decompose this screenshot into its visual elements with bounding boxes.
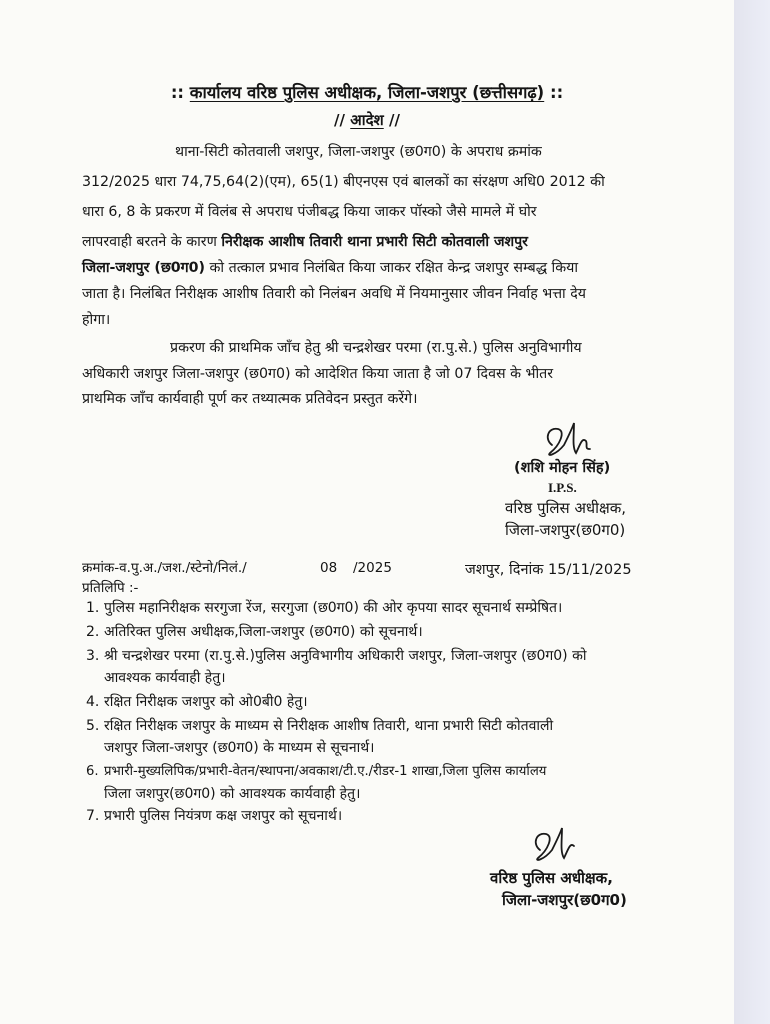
list-item: 4. रक्षित निरीक्षक जशपुर को ओ0बी0 हेतु। bbox=[86, 694, 308, 710]
office-title bbox=[0, 80, 734, 103]
signature-mark-2 bbox=[528, 822, 592, 870]
para2-line-3: प्राथमिक जाँच कार्यवाही पूर्ण कर तथ्यात्मक प्रतिवेदन प्रस्तुत करेंगे। bbox=[82, 391, 418, 407]
reference-number: क्रमांक-व.पु.अ./जश./स्टेनो/निलं./ bbox=[82, 560, 247, 576]
suspended-officer-bold: निरीक्षक आशीष तिवारी थाना प्रभारी सिटी कोतवाली जशपुर bbox=[221, 234, 528, 250]
list-item-continuation: जिला जशपुर(छ0ग0) को आवश्यक कार्यवाही हेतु। bbox=[104, 786, 361, 802]
office-designation: वरिष्ठ पुलिस अधीक्षक, bbox=[490, 869, 613, 887]
list-item: 1. पुलिस महानिरीक्षक सरगुजा रेंज, सरगुजा (छ0ग0) की ओर कृपया सादर सूचनार्थ सम्प्रेषित। bbox=[86, 600, 563, 616]
para1-line-4: लापरवाही बरतने के कारण निरीक्षक आशीष तिवारी थाना प्रभारी सिटी कोतवाली जशपुर bbox=[82, 234, 528, 250]
copy-label: प्रतिलिपि :- bbox=[82, 580, 139, 596]
signatory-district: जिला-जशपुर(छ0ग0) bbox=[505, 521, 626, 539]
para1-line-1: थाना-सिटी कोतवाली जशपुर, जिला-जशपुर (छ0ग0) के अपराध क्रमांक bbox=[175, 144, 542, 160]
para1-line-7: होगा। bbox=[82, 312, 111, 328]
para1-line-6: जाता है। निलंबित निरीक्षक आशीष तिवारी को निलंबन अवधि में नियमानुसार जीवन निर्वाह भत्ता देय bbox=[82, 286, 586, 302]
signatory-name: (शशि मोहन सिंह) bbox=[514, 460, 611, 476]
para1-line-3: धारा 6, 8 के प्रकरण में विलंब से अपराध पंजीबद्ध किया जाकर पॉस्को जैसे मामले में घोर bbox=[82, 204, 537, 220]
order-prefix: // bbox=[334, 111, 346, 129]
reference-year: /2025 bbox=[353, 560, 392, 576]
list-item: 2. अतिरिक्त पुलिस अधीक्षक,जिला-जशपुर (छ0ग0) को सूचनार्थ। bbox=[86, 624, 423, 640]
signatory-designation: वरिष्ठ पुलिस अधीक्षक, bbox=[505, 499, 627, 517]
office-title-text: कार्यालय वरिष्ठ पुलिस अधीक्षक, जिला-जशपुर (छत्तीसगढ़) bbox=[189, 83, 545, 102]
list-item: 7. प्रभारी पुलिस नियंत्रण कक्ष जशपुर को सूचनार्थ। bbox=[86, 808, 343, 824]
signatory-service: I.P.S. bbox=[548, 480, 577, 495]
background-strip bbox=[734, 0, 770, 1024]
title-suffix: :: bbox=[549, 83, 564, 102]
reference-number-value: 08 bbox=[320, 560, 338, 576]
list-item: 6. प्रभारी-मुख्यलिपिक/प्रभारी-वेतन/स्थापना/अवकाश/टी.ए./रीडर-1 शाखा,जिला पुलिस कार्यालय bbox=[86, 764, 547, 779]
para2-line-1: प्रकरण की प्राथमिक जाँच हेतु श्री चन्द्रशेखर परमा (रा.पु.से.) पुलिस अनुविभागीय bbox=[170, 340, 582, 356]
order-suffix: // bbox=[388, 111, 400, 129]
district-bold: जिला-जशपुर (छ0ग0) bbox=[82, 260, 206, 276]
para1-line-5: जिला-जशपुर (छ0ग0) को तत्काल प्रभाव निलंबित किया जाकर रक्षित केन्द्र जशपुर सम्बद्ध किया bbox=[82, 260, 579, 276]
list-item-continuation: जशपुर जिला-जशपुर (छ0ग0) के माध्यम से सूचनार्थ। bbox=[104, 740, 375, 756]
order-heading bbox=[0, 110, 734, 130]
para2-line-2: अधिकारी जशपुर जिला-जशपुर (छ0ग0) को आदेशित किया जाता है जो 07 दिवस के भीतर bbox=[82, 366, 554, 382]
list-item: 5. रक्षित निरीक्षक जशपुर के माध्यम से निरीक्षक आशीष तिवारी, थाना प्रभारी सिटी कोतवाली bbox=[86, 718, 554, 734]
order-heading-text: आदेश bbox=[350, 111, 384, 129]
signature-mark-1 bbox=[538, 415, 608, 463]
office-district: जिला-जशपुर(छ0ग0) bbox=[502, 891, 627, 909]
place-date: जशपुर, दिनांक 15/11/2025 bbox=[465, 562, 632, 578]
title-prefix: :: bbox=[170, 83, 185, 102]
list-item: 3. श्री चन्द्रशेखर परमा (रा.पु.से.)पुलिस अनुविभागीय अधिकारी जशपुर, जिला-जशपुर (छ0ग0) को bbox=[86, 648, 587, 664]
list-item-continuation: आवश्यक कार्यवाही हेतु। bbox=[104, 670, 226, 686]
para1-line-2: 312/2025 धारा 74,75,64(2)(एम), 65(1) बीएनएस एवं बालकों का संरक्षण अधि0 2012 की bbox=[82, 174, 605, 190]
